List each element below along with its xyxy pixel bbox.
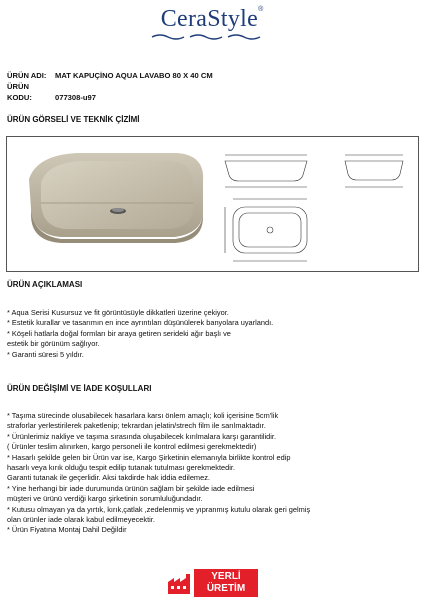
description-line: * Aqua Serisi Kusursuz ve fit görüntüsüyle dikkatleri üzerine çekiyor.	[7, 308, 229, 317]
description-line: * Köşeli hatlarla doğal formları bir araya getiren serideki ağır başlı ve	[7, 328, 231, 338]
basin-photo	[29, 153, 203, 243]
description-list	[7, 308, 273, 360]
local-production-badge	[166, 569, 262, 597]
brand-name: CeraStyle	[160, 6, 259, 32]
returns-line: hasarlı veya kırık olduğu tespit edilip tutanak tutulması gerekmektedir.	[7, 463, 235, 473]
badge-line-2: ÜRETİM	[206, 583, 246, 594]
technical-drawing	[225, 155, 403, 261]
returns-line: * Ürünlerimiz nakliye ve taşıma sırasında oluşabilecek kırılmalara karşı garantilidir.	[7, 431, 277, 441]
returns-section-title: ÜRÜN DEĞİŞİMİ VE İADE KOŞULLARI	[7, 384, 152, 393]
returns-line: Garanti tutanak ile geçerlidir. Aksi takdirde hak iddia edilemez.	[7, 473, 210, 483]
returns-line: * Yine herhangi bir iade durumunda ürünün sağlam bir şekilde iade edilmesi	[7, 483, 255, 493]
product-name-label: ÜRÜN ADI:	[7, 71, 47, 80]
description-line: * Estetik kurallar ve tasarımın en ince ayrıntıları düşünülerek banyolara uyarlandı.	[7, 318, 274, 328]
product-name: MAT KAPUÇİNO AQUA LAVABO 80 X 40 CM	[55, 71, 213, 80]
product-drawing-panel	[6, 136, 419, 272]
returns-line: * Kutusu olmayan ya da yırtık, kırık,çatlak ,zedelenmiş ve yıpranmış kutulu olarak geri gelmiş	[7, 504, 311, 514]
returns-list	[7, 411, 310, 536]
returns-line: * Ürün Fiyatına Montaj Dahil Değildir	[7, 525, 127, 535]
factory-icon	[166, 570, 192, 596]
badge-line-1: YERLİ	[211, 571, 241, 582]
logo-waves-icon	[150, 32, 270, 42]
description-section-title: ÜRÜN AÇIKLAMASI	[7, 280, 83, 289]
returns-line: müşteri ve ürünü verdiği kargo şirketinin sorumluluğundadır.	[7, 494, 203, 504]
returns-line: ( Ürünler teslim alınırken, kargo personeli ile kontrol edilmesi gerekmektedir)	[7, 442, 257, 452]
product-info	[7, 70, 213, 103]
returns-line: * Hasarlı şekilde gelen bir Ürün var ise, Kargo Şirketinin elemanıyla birlikte kontrol edip	[7, 452, 291, 462]
product-code: 077308-u97	[55, 93, 96, 102]
product-code-label: ÜRÜN KODU:	[7, 82, 32, 102]
brand-logo	[0, 6, 424, 33]
product-illustration	[7, 137, 418, 271]
badge-label	[194, 569, 258, 597]
registered-mark: ®	[258, 6, 264, 13]
description-line: * Garanti süresi 5 yıldır.	[7, 349, 84, 359]
returns-line: straforlar yerlestirilerek paketlenip; tekrardan jelatin/strech film ile sarılmaktadır.	[7, 421, 266, 431]
returns-line: * Taşıma sürecinde olusabilecek hasarlara karsı önlem amaçlı; koli içerisine 5cm'lik	[7, 411, 279, 420]
drawing-section-title: ÜRÜN GÖRSELİ VE TEKNİK ÇİZİMİ	[7, 115, 140, 124]
returns-line: olan ürünler iade olarak kabul edilmeyecektir.	[7, 515, 155, 525]
description-line: estetik bir görünüm sağlıyor.	[7, 339, 100, 349]
